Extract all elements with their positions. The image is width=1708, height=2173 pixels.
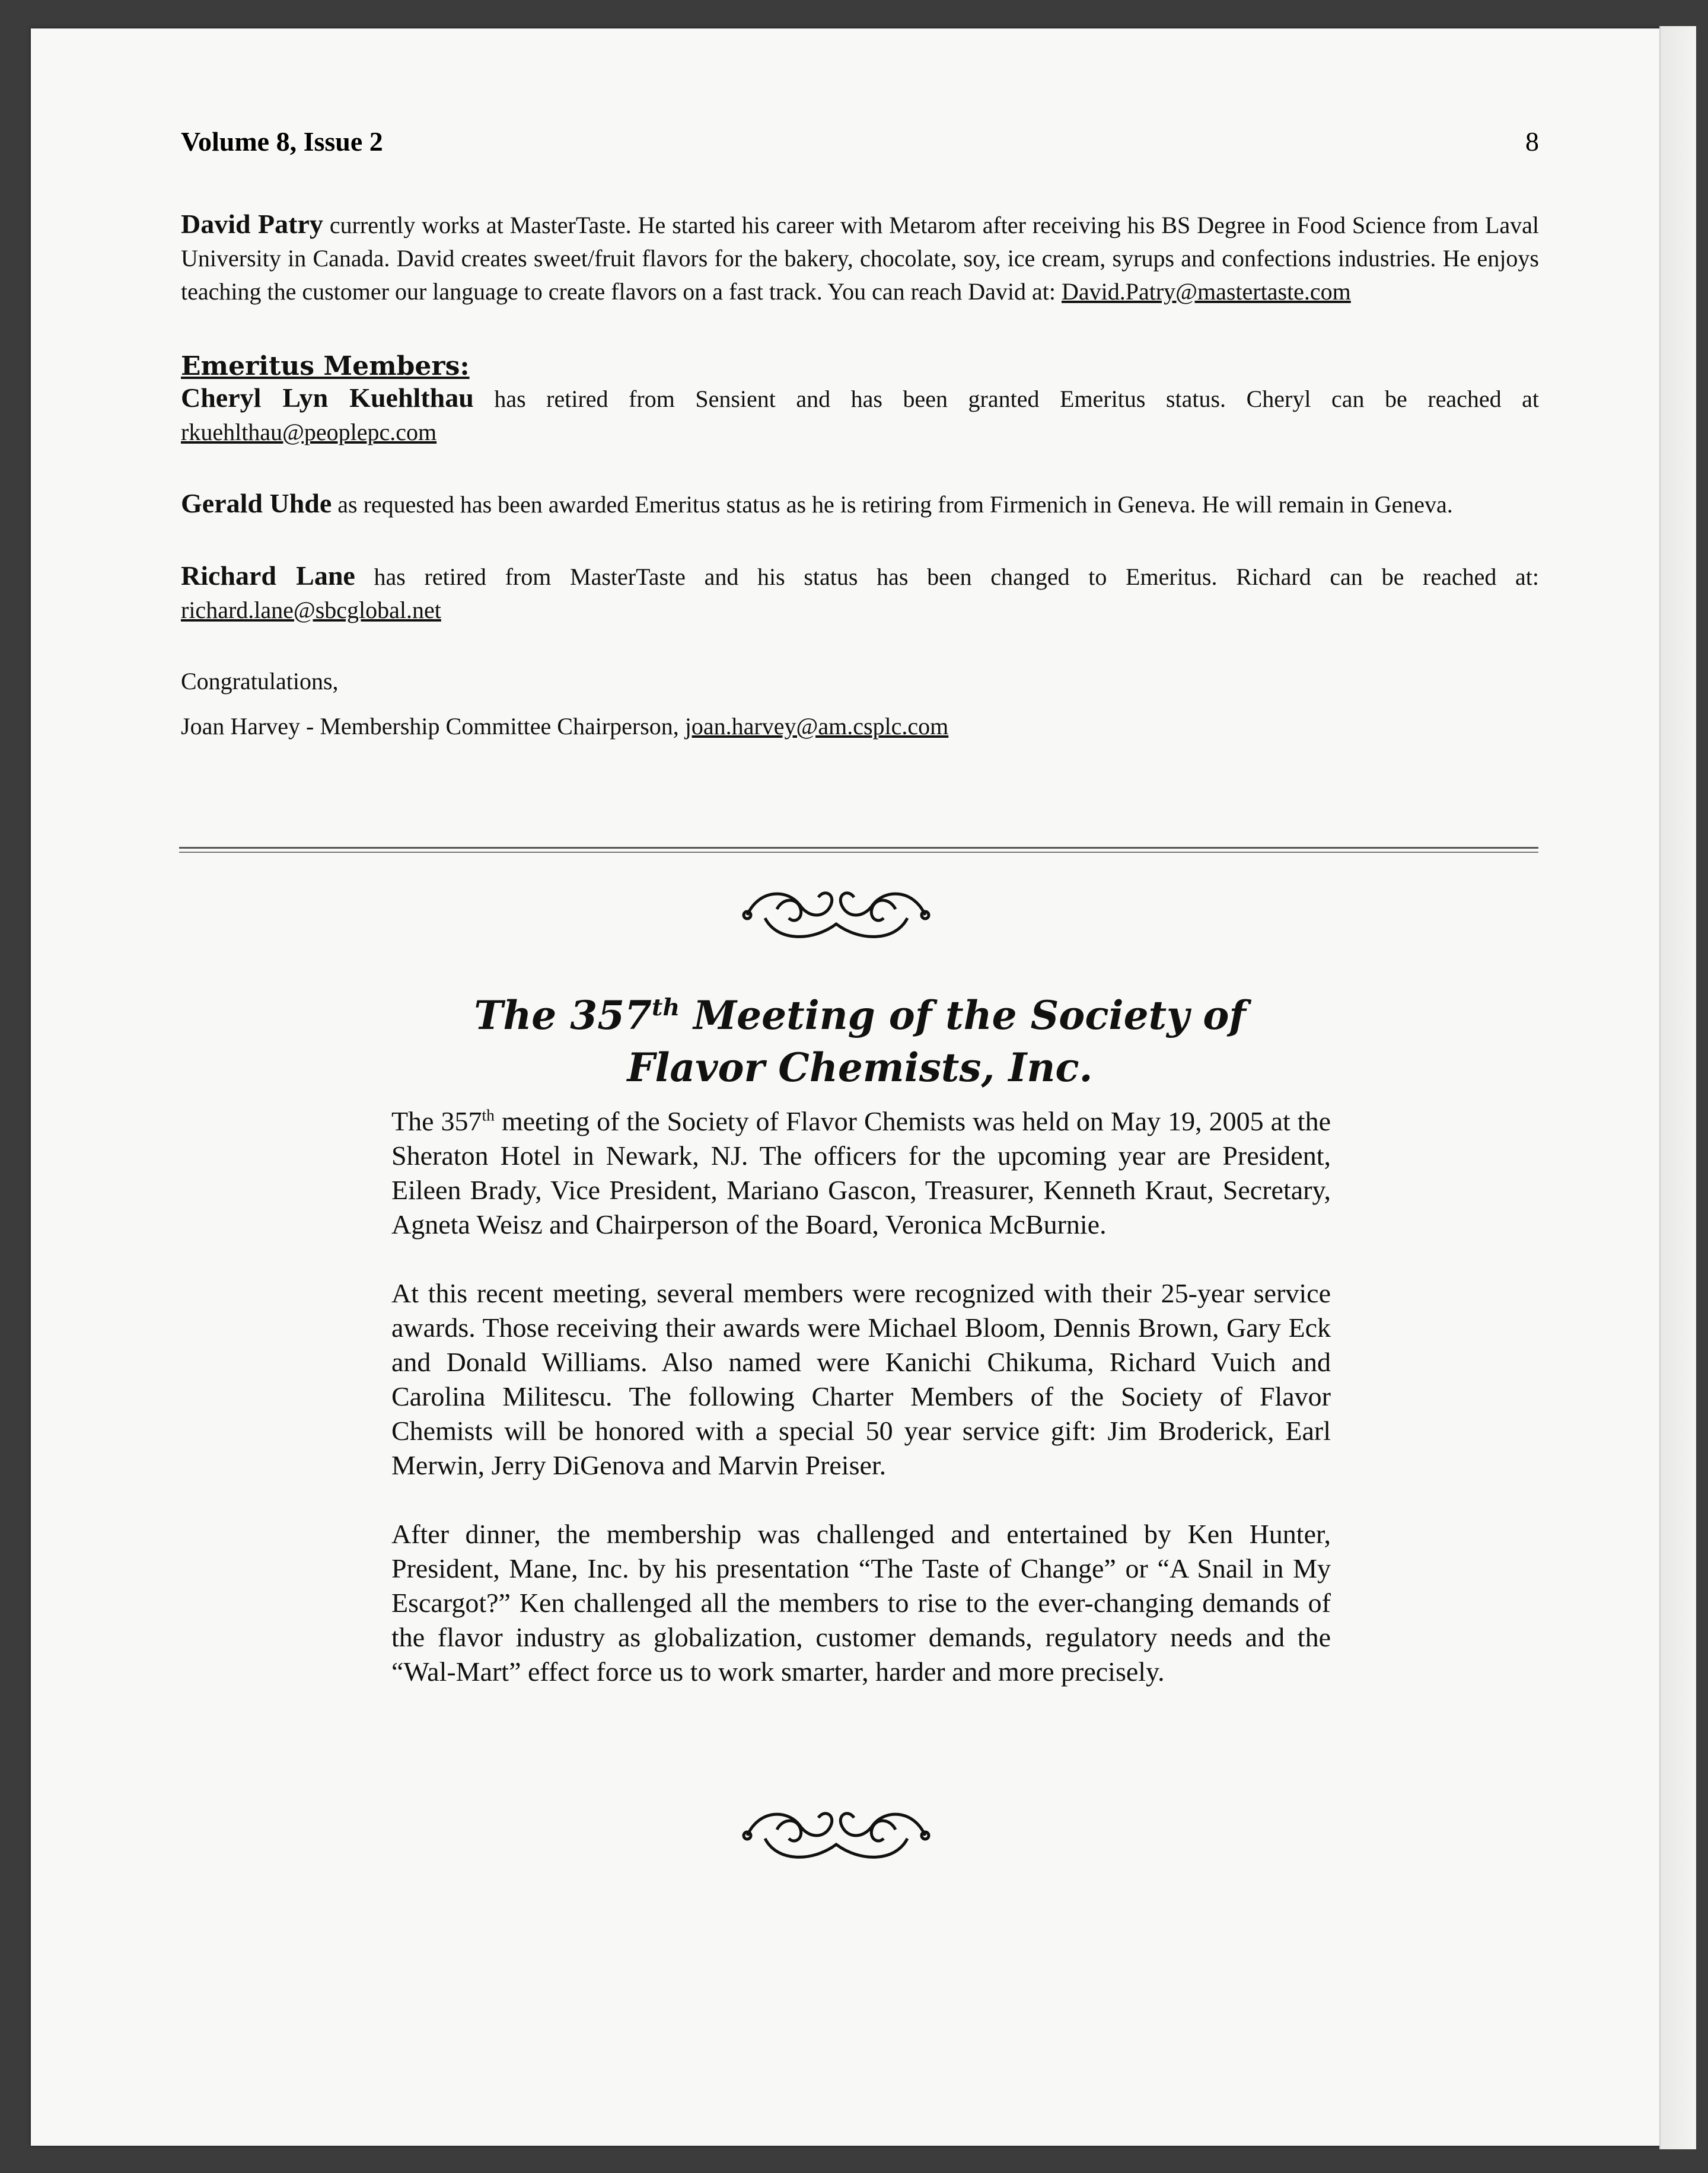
article-p1-start: The 357: [391, 1106, 482, 1136]
member-text: currently works at MasterTaste. He started his career with Metarom after receiving his BS Degree in Food Science from Laval University in Canada. David creates sweet/fruit flavors for the bakery, chocolate, soy, ice cream, syrups and confections industries. He enjoys teaching the customer our language to create flavors on a fast track. You can reach David at:: [181, 212, 1540, 305]
emeritus-heading: Emeritus Members:: [181, 351, 470, 381]
article-body: [391, 1104, 1331, 1723]
member-entry-david: [181, 208, 1539, 308]
member-entry-gerald: [181, 487, 1539, 521]
article-paragraph: At this recent meeting, several members were recognized with their 25-year service awards. Those receiving their awards were Michael Bloom, Dennis Brown, Gary Eck and Donald Williams. Also named were Kanichi Chikuma, Richard Vuich and Carolina Militescu. The following Charter Members of the Society of Flavor Chemists will be honored with a special 50 year service gift: Jim Broderick, Earl Merwin, Jerry DiGenova and Marvin Preiser.: [391, 1278, 1331, 1480]
member-name: David Patry: [181, 209, 323, 239]
volume-label: Volume 8, Issue 2: [181, 126, 383, 157]
member-name: Gerald Uhde: [181, 488, 332, 518]
page-header: [181, 126, 1539, 157]
article-paragraph: After dinner, the membership was challenged and entertained by Ken Hunter, President, Mane, Inc. by his presentation “The Taste of Change” or “A Snail in My Escargot?” Ken challenged all the members to rise to the ever-changing demands of the flavor industry as globalization, customer demands, regulatory needs and the “Wal-Mart” effect force us to work smarter, harder and more precisely.: [391, 1519, 1331, 1687]
scroll-flourish-icon: [741, 1803, 931, 1868]
divider: [179, 852, 1538, 853]
signature: Joan Harvey - Membership Committee Chairperson,: [181, 713, 685, 740]
article-title: [415, 989, 1305, 1094]
article-paragraph: [391, 1104, 1331, 1242]
page-number: 8: [1525, 126, 1539, 157]
email-link[interactable]: David.Patry@mastertaste.com: [1061, 278, 1351, 305]
member-entry-richard: [181, 559, 1539, 627]
member-updates: [181, 208, 1539, 743]
member-entry-cheryl: [181, 381, 1539, 449]
article-title-sup: th: [652, 994, 680, 1021]
article-p1-sup: th: [482, 1105, 495, 1124]
divider: [179, 847, 1538, 849]
scroll-flourish-icon: [741, 882, 931, 948]
signature-line: [181, 710, 1539, 743]
email-link[interactable]: richard.lane@sbcglobal.net: [181, 597, 441, 623]
member-name: Cheryl Lyn Kuehlthau: [181, 383, 474, 413]
article-p1-rest: meeting of the Society of Flavor Chemists was held on May 19, 2005 at the Sheraton Hotel in Newark, NJ. The officers for the upcoming year are President, Eileen Brady, Vice President, Mariano Gascon, Treasurer, Kenneth Kraut, Secretary, Agneta Weisz and Chairperson of the Board, Veronica McBurnie.: [391, 1106, 1331, 1240]
email-link[interactable]: rkuehlthau@peoplepc.com: [181, 419, 437, 445]
page-edge: [1659, 26, 1696, 2149]
member-text: as requested has been awarded Emeritus status as he is retiring from Firmenich in Geneva. He will remain in Geneva.: [332, 491, 1453, 518]
emeritus-heading-wrap: [181, 351, 1539, 381]
article-title-part1: The 357: [474, 992, 652, 1038]
article-title-part2: Meeting of the Society of Flavor Chemists, Inc.: [627, 992, 1246, 1091]
email-link[interactable]: joan.harvey@am.csplc.com: [684, 713, 949, 740]
member-text: has retired from Sensient and has been granted Emeritus status. Cheryl can be reached at: [473, 385, 1539, 412]
member-text: has retired from MasterTaste and his status has been changed to Emeritus. Richard can be reached at:: [355, 563, 1539, 590]
member-name: Richard Lane: [181, 560, 355, 591]
closing: Congratulations,: [181, 668, 339, 694]
